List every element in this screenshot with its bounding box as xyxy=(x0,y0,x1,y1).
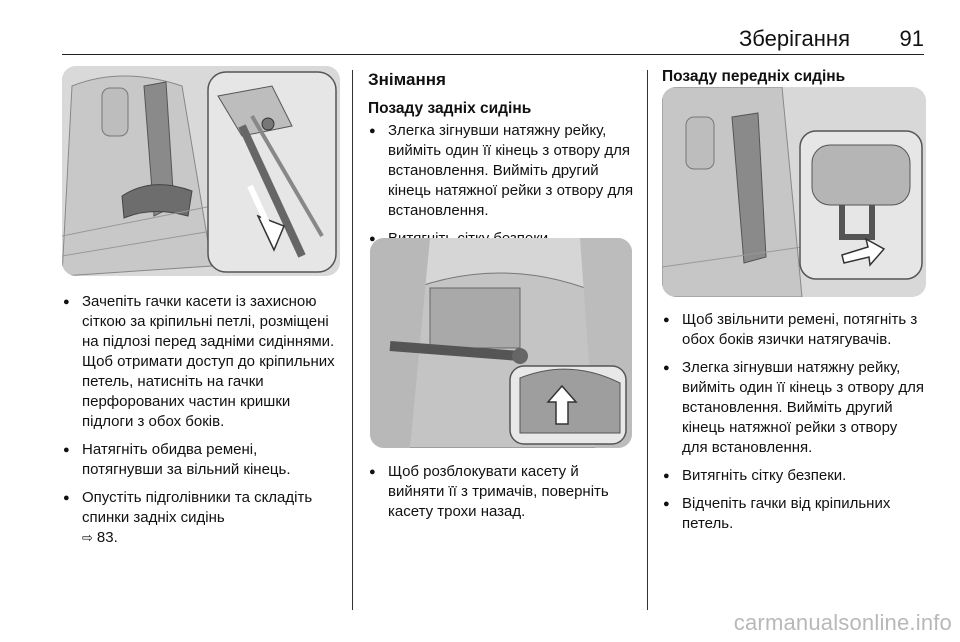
section-subheading: Позаду передніх сидінь xyxy=(662,68,846,85)
illustration-cassette-hooks xyxy=(62,66,340,276)
list-item xyxy=(62,488,340,548)
section-subheading: Позаду задніх сидінь xyxy=(368,100,532,117)
list-item: ● Щоб розблокувати касету й вийняти її з тримачів, поверніть касету трохи назад. xyxy=(368,462,634,522)
col1-bullet-list xyxy=(62,292,340,556)
arrow-ref-icon: ⇨ xyxy=(82,530,93,545)
page-header xyxy=(62,24,924,55)
list-item: ● Зачепіть гачки касети із захисною сіткою за кріпильні петлі, розміщені на підлозі перед задніми сидіннями. Щоб отримати доступ до кріпильних петель, натисніть на гачки перфорованих частин кришки підлоги з обох боків. xyxy=(62,292,340,432)
illustration-release-straps xyxy=(662,87,926,297)
list-item: ● Натягніть обидва ремені, потягнувши за вільний кінець. xyxy=(62,440,340,480)
col2-bullet-list-bottom xyxy=(368,462,634,530)
page-title: Зберігання xyxy=(739,26,850,51)
list-item: ● Злегка зігнувши натяжну рейку, вийміть один її кінець з отвору для встановлення. Вийміть другий кінець натяжної рейки з отвору для встановлення. xyxy=(662,358,926,458)
col2-bullet-list-top xyxy=(368,121,634,257)
page-reference-link[interactable]: 83. xyxy=(96,529,118,546)
watermark: carmanualsonline.info xyxy=(733,610,952,635)
list-item: ● Відчепіть гачки від кріпильних петель. xyxy=(662,494,926,534)
list-item: ● Витягніть сітку безпеки. xyxy=(662,466,926,486)
list-item: ● Щоб звільнити ремені, потягніть з обох боків язички натягувачів. xyxy=(662,310,926,350)
col3-bullet-list xyxy=(662,310,926,542)
column-divider-1 xyxy=(352,70,353,610)
illustration-remove-cassette xyxy=(370,238,632,448)
column-divider-2 xyxy=(647,70,648,610)
list-item: ● Злегка зігнувши натяжну рейку, вийміть один її кінець з отвору для встановлення. Вийміть другий кінець натяжної рейки з отвору для встановлення. xyxy=(368,121,634,221)
section-heading: Знімання xyxy=(368,70,446,89)
page-number: 91 xyxy=(899,26,924,51)
list-item-text: Опустіть підголівники та складіть спинки задніх сидінь xyxy=(82,489,313,526)
